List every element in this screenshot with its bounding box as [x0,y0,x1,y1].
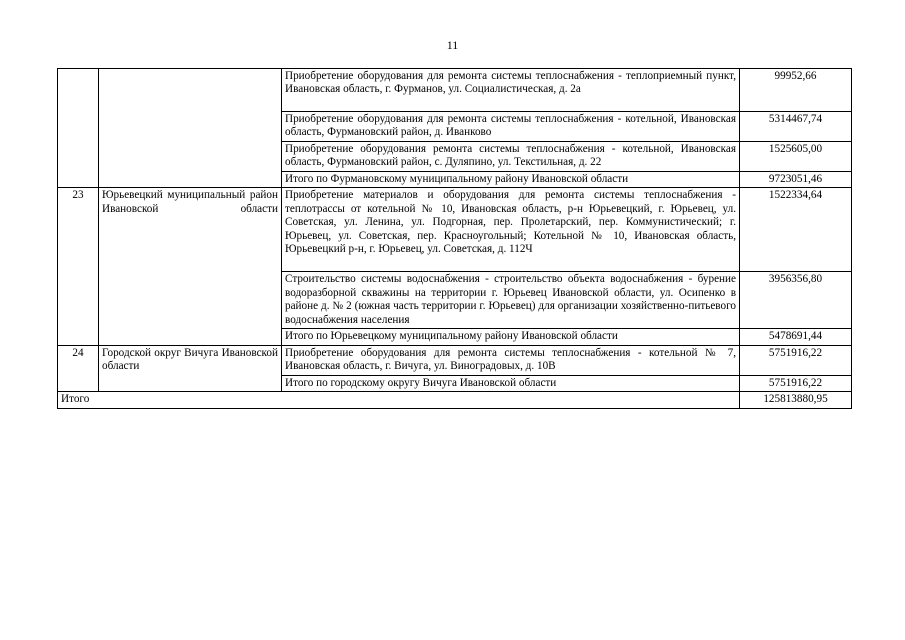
funding-table [57,68,852,409]
item-amount: 1525605,00 [740,142,852,172]
row-number [58,69,99,188]
item-amount: 1522334,64 [740,188,852,272]
item-amount: 5751916,22 [740,345,852,375]
subtotal-label: Итого по городскому округу Вичуга Ивановской области [282,375,740,391]
item-amount: 3956356,80 [740,272,852,329]
item-description: Приобретение оборудования для ремонта системы теплоснабжения - котельной, Ивановская область, Фурмановский район, д. Иванково [282,112,740,142]
district-name: Юрьевецкий муниципальный район Ивановской области [99,188,282,345]
item-amount: 5314467,74 [740,112,852,142]
grand-total-row [58,392,852,408]
table-row [58,345,852,375]
grand-total-amount: 125813880,95 [740,392,852,408]
subtotal-amount: 5478691,44 [740,329,852,345]
item-description: Приобретение оборудования для ремонта системы теплоснабжения - теплоприемный пункт, Ивановская область, г. Фурманов, ул. Социалистическая, д. 2а [282,69,740,112]
district-name: Городской округ Вичуга Ивановской области [99,345,282,391]
item-amount: 99952,66 [740,69,852,112]
item-description: Приобретение оборудования для ремонта системы теплоснабжения - котельной № 7, Ивановская область, г. Вичуга, ул. Виноградовых, д. 10В [282,345,740,375]
row-number: 23 [58,188,99,345]
subtotal-label: Итого по Фурмановскому муниципальному району Ивановской области [282,172,740,188]
subtotal-amount: 9723051,46 [740,172,852,188]
grand-total-label: Итого [58,392,740,408]
subtotal-label: Итого по Юрьевецкому муниципальному району Ивановской области [282,329,740,345]
table-row [58,188,852,272]
page-number: 11 [446,38,459,52]
item-description: Приобретение материалов и оборудования для ремонта системы теплоснабжения - теплотрассы от котельной № 10, Ивановская область, р-н Юрьевецкий, г. Юрьевец, ул. Советская, ул. Ленина, ул. Подгорная, пер. Пролетарский, пер. Коммунистический; г. Юрьевец, ул. Советская, пер. Красноугольный; Котельной № 10, Ивановская область, Юрьевецкий р-н, г. Юрьевец, ул. Советская, д. 112Ч [282,188,740,272]
district-name [99,69,282,188]
item-description: Приобретение оборудования ремонта системы теплоснабжения - котельной, Ивановская область, Фурмановский район, с. Дуляпино, ул. Текстильная, д. 22 [282,142,740,172]
subtotal-amount: 5751916,22 [740,375,852,391]
item-description: Строительство системы водоснабжения - строительство объекта водоснабжения - бурение водоразборной скважины на территории г. Юрьевец Ивановской области, ул. Осипенко в районе д. № 2 (южная часть территории г. Юрьевец) для организации хозяйственно-питьевого водоснабжения населения [282,272,740,329]
row-number: 24 [58,345,99,391]
table-row [58,69,852,112]
